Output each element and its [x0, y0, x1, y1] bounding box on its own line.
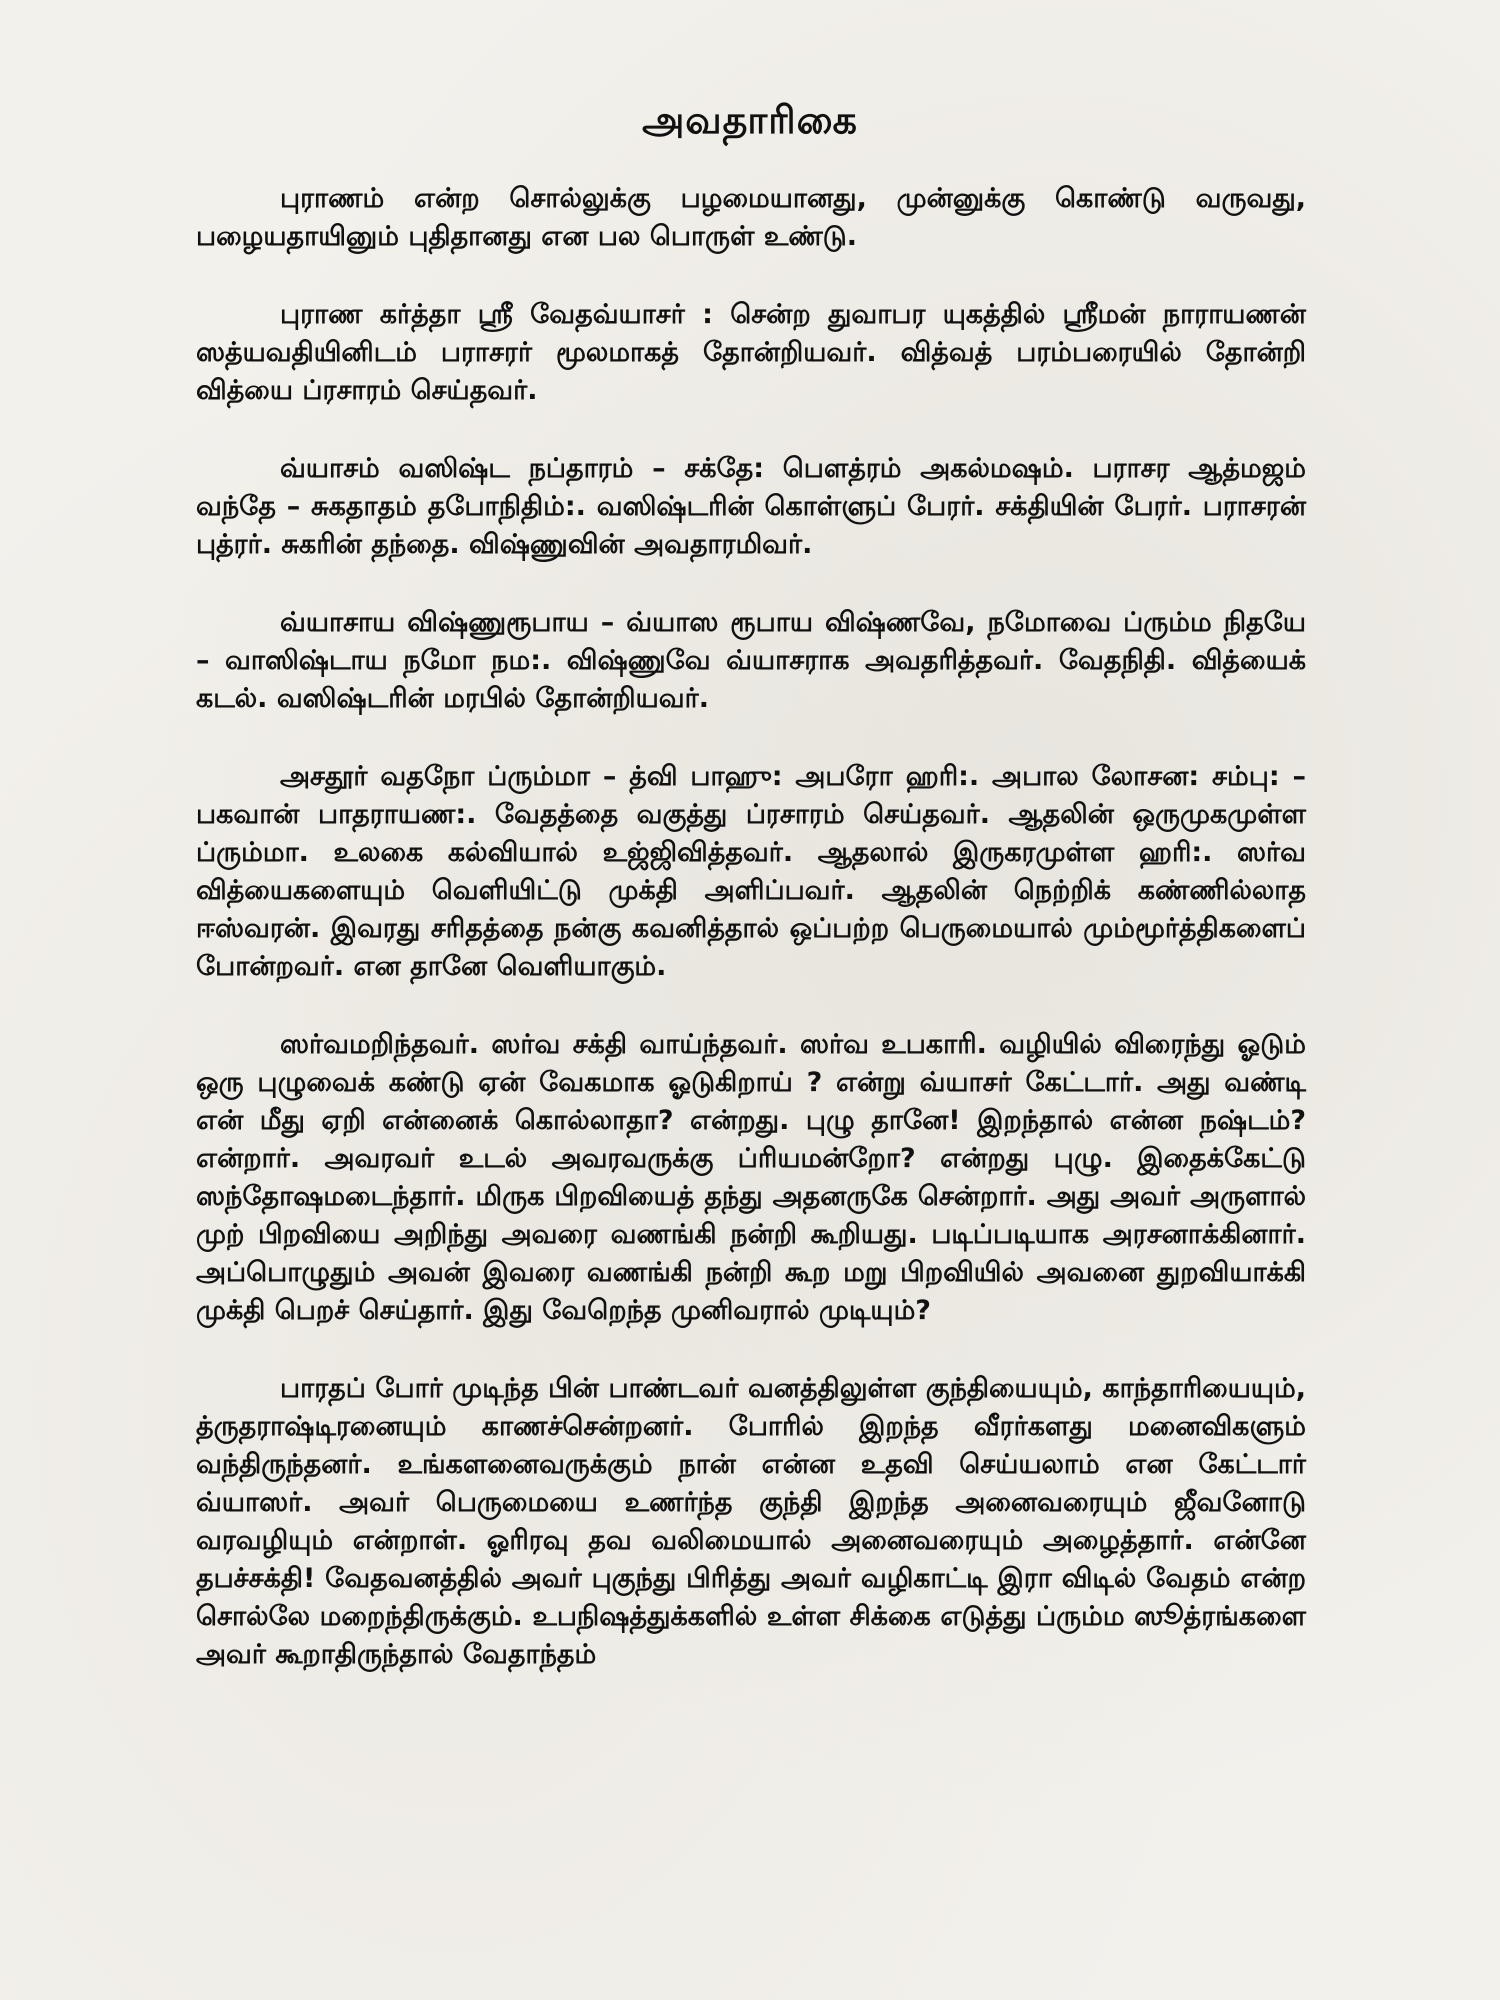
paragraph-7: பாரதப் போர் முடிந்த பின் பாண்டவர் வனத்திலுள்ள குந்தியையும், காந்தாரியையும், த்ருதராஷ்டிரனையும் காணச்சென்றனர். போரில் இறந்த வீரர்களது மனைவிகளும் வந்திருந்தனர். உங்களனைவருக்கும் நான் என்ன உதவி செய்யலாம் என கேட்டார் வ்யாஸர். அவர் பெருமையை உணர்ந்த குந்தி இறந்த அனைவரையும் ஜீவனோடு வரவழியும் என்றாள். ஓரிரவு தவ வலிமையால் அனைவரையும் அழைத்தார். என்னே தபச்சக்தி! வேதவனத்தில் அவர் புகுந்து பிரித்து அவர் வழிகாட்டி இரா விடில் வேதம் என்ற சொல்லே மறைந்திருக்கும். உபநிஷத்துக்களில் உள்ள சிக்கை எடுத்து ப்ரும்ம ஸூத்ரங்களை அவர் கூறாதிருந்தால் வேதாந்தம் — [196, 1373, 1306, 1670]
paragraph-4: வ்யாசாய விஷ்ணுரூபாய – வ்யாஸ ரூபாய விஷ்ணவே, நமோவை ப்ரும்ம நிதயே – வாஸிஷ்டாய நமோ நம:. விஷ்ணுவே வ்யாசராக அவதரித்தவர். வேதநிதி. வித்யைக் கடல். வஸிஷ்டரின் மரபில் தோன்றியவர். — [196, 607, 1306, 714]
paragraph-3: வ்யாசம் வஸிஷ்ட நப்தாரம் – சக்தே: பௌத்ரம் அகல்மஷம். பராசர ஆத்மஜம் வந்தே – சுகதாதம் தபோநிதிம்:. வஸிஷ்டரின் கொள்ளுப் பேரர். சக்தியின் பேரர். பராசரன் புத்ரர். சுகரின் தந்தை. விஷ்ணுவின் அவதாரமிவர். — [196, 453, 1306, 560]
paragraph-5: அசதூர் வதநோ ப்ரும்மா – த்வி பாஹு: அபரோ ஹரி:. அபால லோசன: சம்பு: – பகவான் பாதராயண:. வேதத்தை வகுத்து ப்ரசாரம் செய்தவர். ஆதலின் ஒருமுகமுள்ள ப்ரும்மா. உலகை கல்வியால் உஜ்ஜிவித்தவர். ஆதலால் இருகரமுள்ள ஹரி:. ஸர்வ வித்யைகளையும் வெளியிட்டு முக்தி அளிப்பவர். ஆதலின் நெற்றிக் கண்ணில்லாத ஈஸ்வரன். இவரது சரிதத்தை நன்கு கவனித்தால் ஒப்பற்ற பெருமையால் மும்மூர்த்திகளைப் போன்றவர். என தானே வெளியாகும். — [196, 761, 1306, 982]
paragraph-2: புராண கர்த்தா ஸ்ரீ வேதவ்யாசர் : சென்ற துவாபர யுகத்தில் ஸ்ரீமன் நாராயணன் ஸத்யவதியினிடம் பராசரர் மூலமாகத் தோன்றியவர். வித்வத் பரம்பரையில் தோன்றி வித்யை ப்ரசாரம் செய்தவர். — [196, 299, 1306, 406]
paragraph-1: புராணம் என்ற சொல்லுக்கு பழமையானது, முன்னுக்கு கொண்டு வருவது, பழையதாயினும் புதிதானது என பல பொருள் உண்டு. — [196, 183, 1306, 252]
page-title: அவதாரிகை — [642, 98, 858, 142]
body-text — [196, 180, 1306, 1674]
paragraph-6: ஸர்வமறிந்தவர். ஸர்வ சக்தி வாய்ந்தவர். ஸர்வ உபகாரி. வழியில் விரைந்து ஓடும் ஒரு புழுவைக் கண்டு ஏன் வேகமாக ஓடுகிறாய் ? என்று வ்யாசர் கேட்டார். அது வண்டி என் மீது ஏறி என்னைக் கொல்லாதா? என்றது. புழு தானே! இறந்தால் என்ன நஷ்டம்? என்றார். அவரவர் உடல் அவரவருக்கு ப்ரியமன்றோ? என்றது புழு. இதைக்கேட்டு ஸந்தோஷமடைந்தார். மிருக பிறவியைத் தந்து அதனருகே சென்றார். அது அவர் அருளால் முற் பிறவியை அறிந்து அவரை வணங்கி நன்றி கூறியது. படிப்படியாக அரசனாக்கினார். அப்பொழுதும் அவன் இவரை வணங்கி நன்றி கூற மறு பிறவியில் அவனை துறவியாக்கி முக்தி பெறச் செய்தார். இது வேறெந்த முனிவரால் முடியும்? — [196, 1029, 1306, 1326]
